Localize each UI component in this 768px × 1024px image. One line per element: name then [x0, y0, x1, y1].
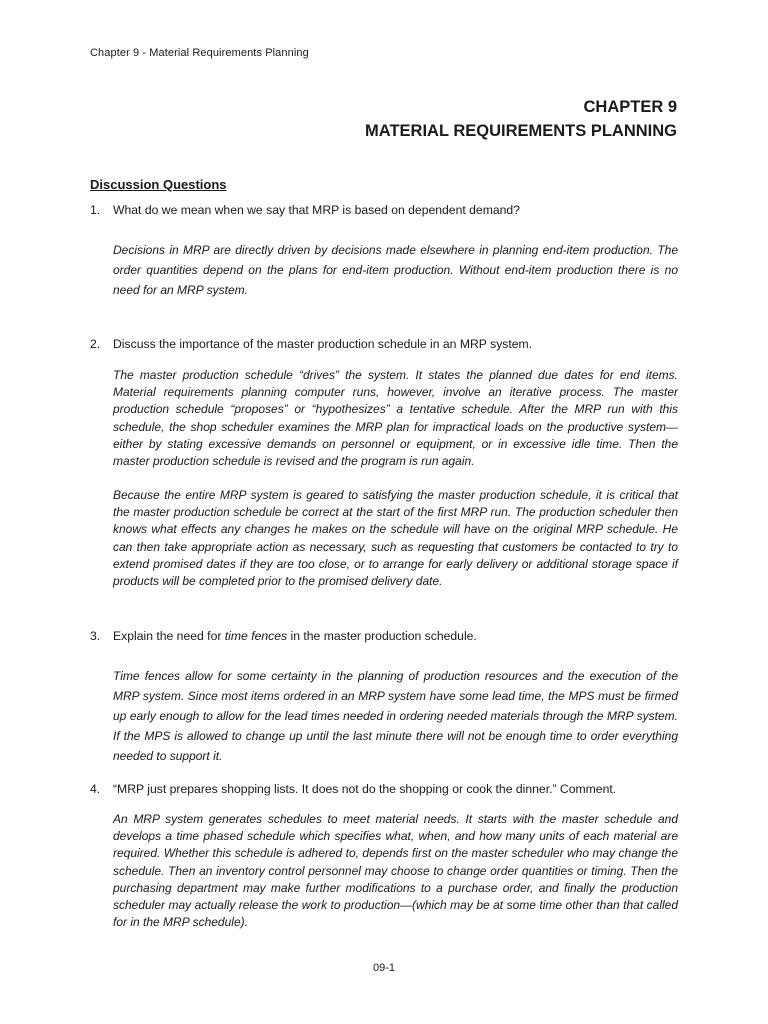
running-header: Chapter 9 - Material Requirements Planning — [90, 47, 309, 59]
answer-1: Decisions in MRP are directly driven by decisions made elsewhere in planning end-item production. The order quantities depend on the plans for end-item production. Without end-item production there is no need for an MRP system. — [113, 243, 678, 297]
question-number: 1. — [90, 203, 101, 217]
question-number: 4. — [90, 782, 101, 796]
question-prompt: Discuss the importance of the master production schedule in an MRP system. — [113, 337, 533, 351]
question-prompt: “MRP just prepares shopping lists. It does not do the shopping or cook the dinner.” Comment. — [113, 782, 617, 796]
question-number: 2. — [90, 337, 101, 351]
answer-4: An MRP system generates schedules to meet material needs. It starts with the master schedule and develops a time phased schedule which specifies what, when, and how many units of each material are required. Whether this schedule is adhered to, depends first on the master scheduler who may change the schedule. Then an inventory control personnel may choose to change order quantities or timing. Then the purchasing department may make further modifications to a purchase order, and finally the production scheduler may actually release the work to production—(which may be at some time other than that called for in the MRP schedule). — [113, 812, 678, 930]
question-prompt: Explain the need for time fences in the master production schedule. — [113, 629, 477, 643]
emphasis-term: time fences — [224, 629, 288, 643]
section-heading: Discussion Questions — [90, 177, 227, 192]
chapter-heading — [365, 95, 677, 143]
chapter-number: CHAPTER 9 — [583, 98, 677, 116]
chapter-title: MATERIAL REQUIREMENTS PLANNING — [365, 122, 677, 140]
answer-3: Time fences allow for some certainty in the planning of production resources and the execution of the MRP system. Since most items ordered in an MRP system have some lead time, the MPS must be firmed up early enough to allow for the lead times needed in ordering needed materials through the MRP system. If the MPS is allowed to change up until the last minute there will not be enough time to order everything needed to support it. — [113, 669, 678, 763]
question-prompt: What do we mean when we say that MRP is based on dependent demand? — [113, 203, 520, 217]
page-number: 09-1 — [372, 962, 396, 974]
answer-2-paragraph-2: Because the entire MRP system is geared to satisfying the master production schedule, it is critical that the master production schedule be correct at the start of the first MRP run. The production scheduler then knows what effects any changes he makes on the schedule will have on the original MRP schedule. He can then take appropriate action as necessary, such as requesting that customers be contacted to try to extend promised dates if they are too close, or to arrange for early delivery or additional storage space if products will be completed prior to the promised delivery date. — [113, 488, 678, 589]
question-number: 3. — [90, 629, 101, 643]
answer-2-paragraph-1: The master production schedule “drives” the system. It states the planned due dates for end items. Material requirements planning computer runs, however, involve an iterative process. The master production schedule “proposes” or “hypothesizes” a tentative schedule. After the MRP run with this schedule, the shop scheduler examines the MRP plan for impractical loads on the productive system—either by stating excessive demands on personnel or equipment, or in excessive idle time. Then the master production schedule is revised and the program is run again. — [113, 368, 678, 469]
